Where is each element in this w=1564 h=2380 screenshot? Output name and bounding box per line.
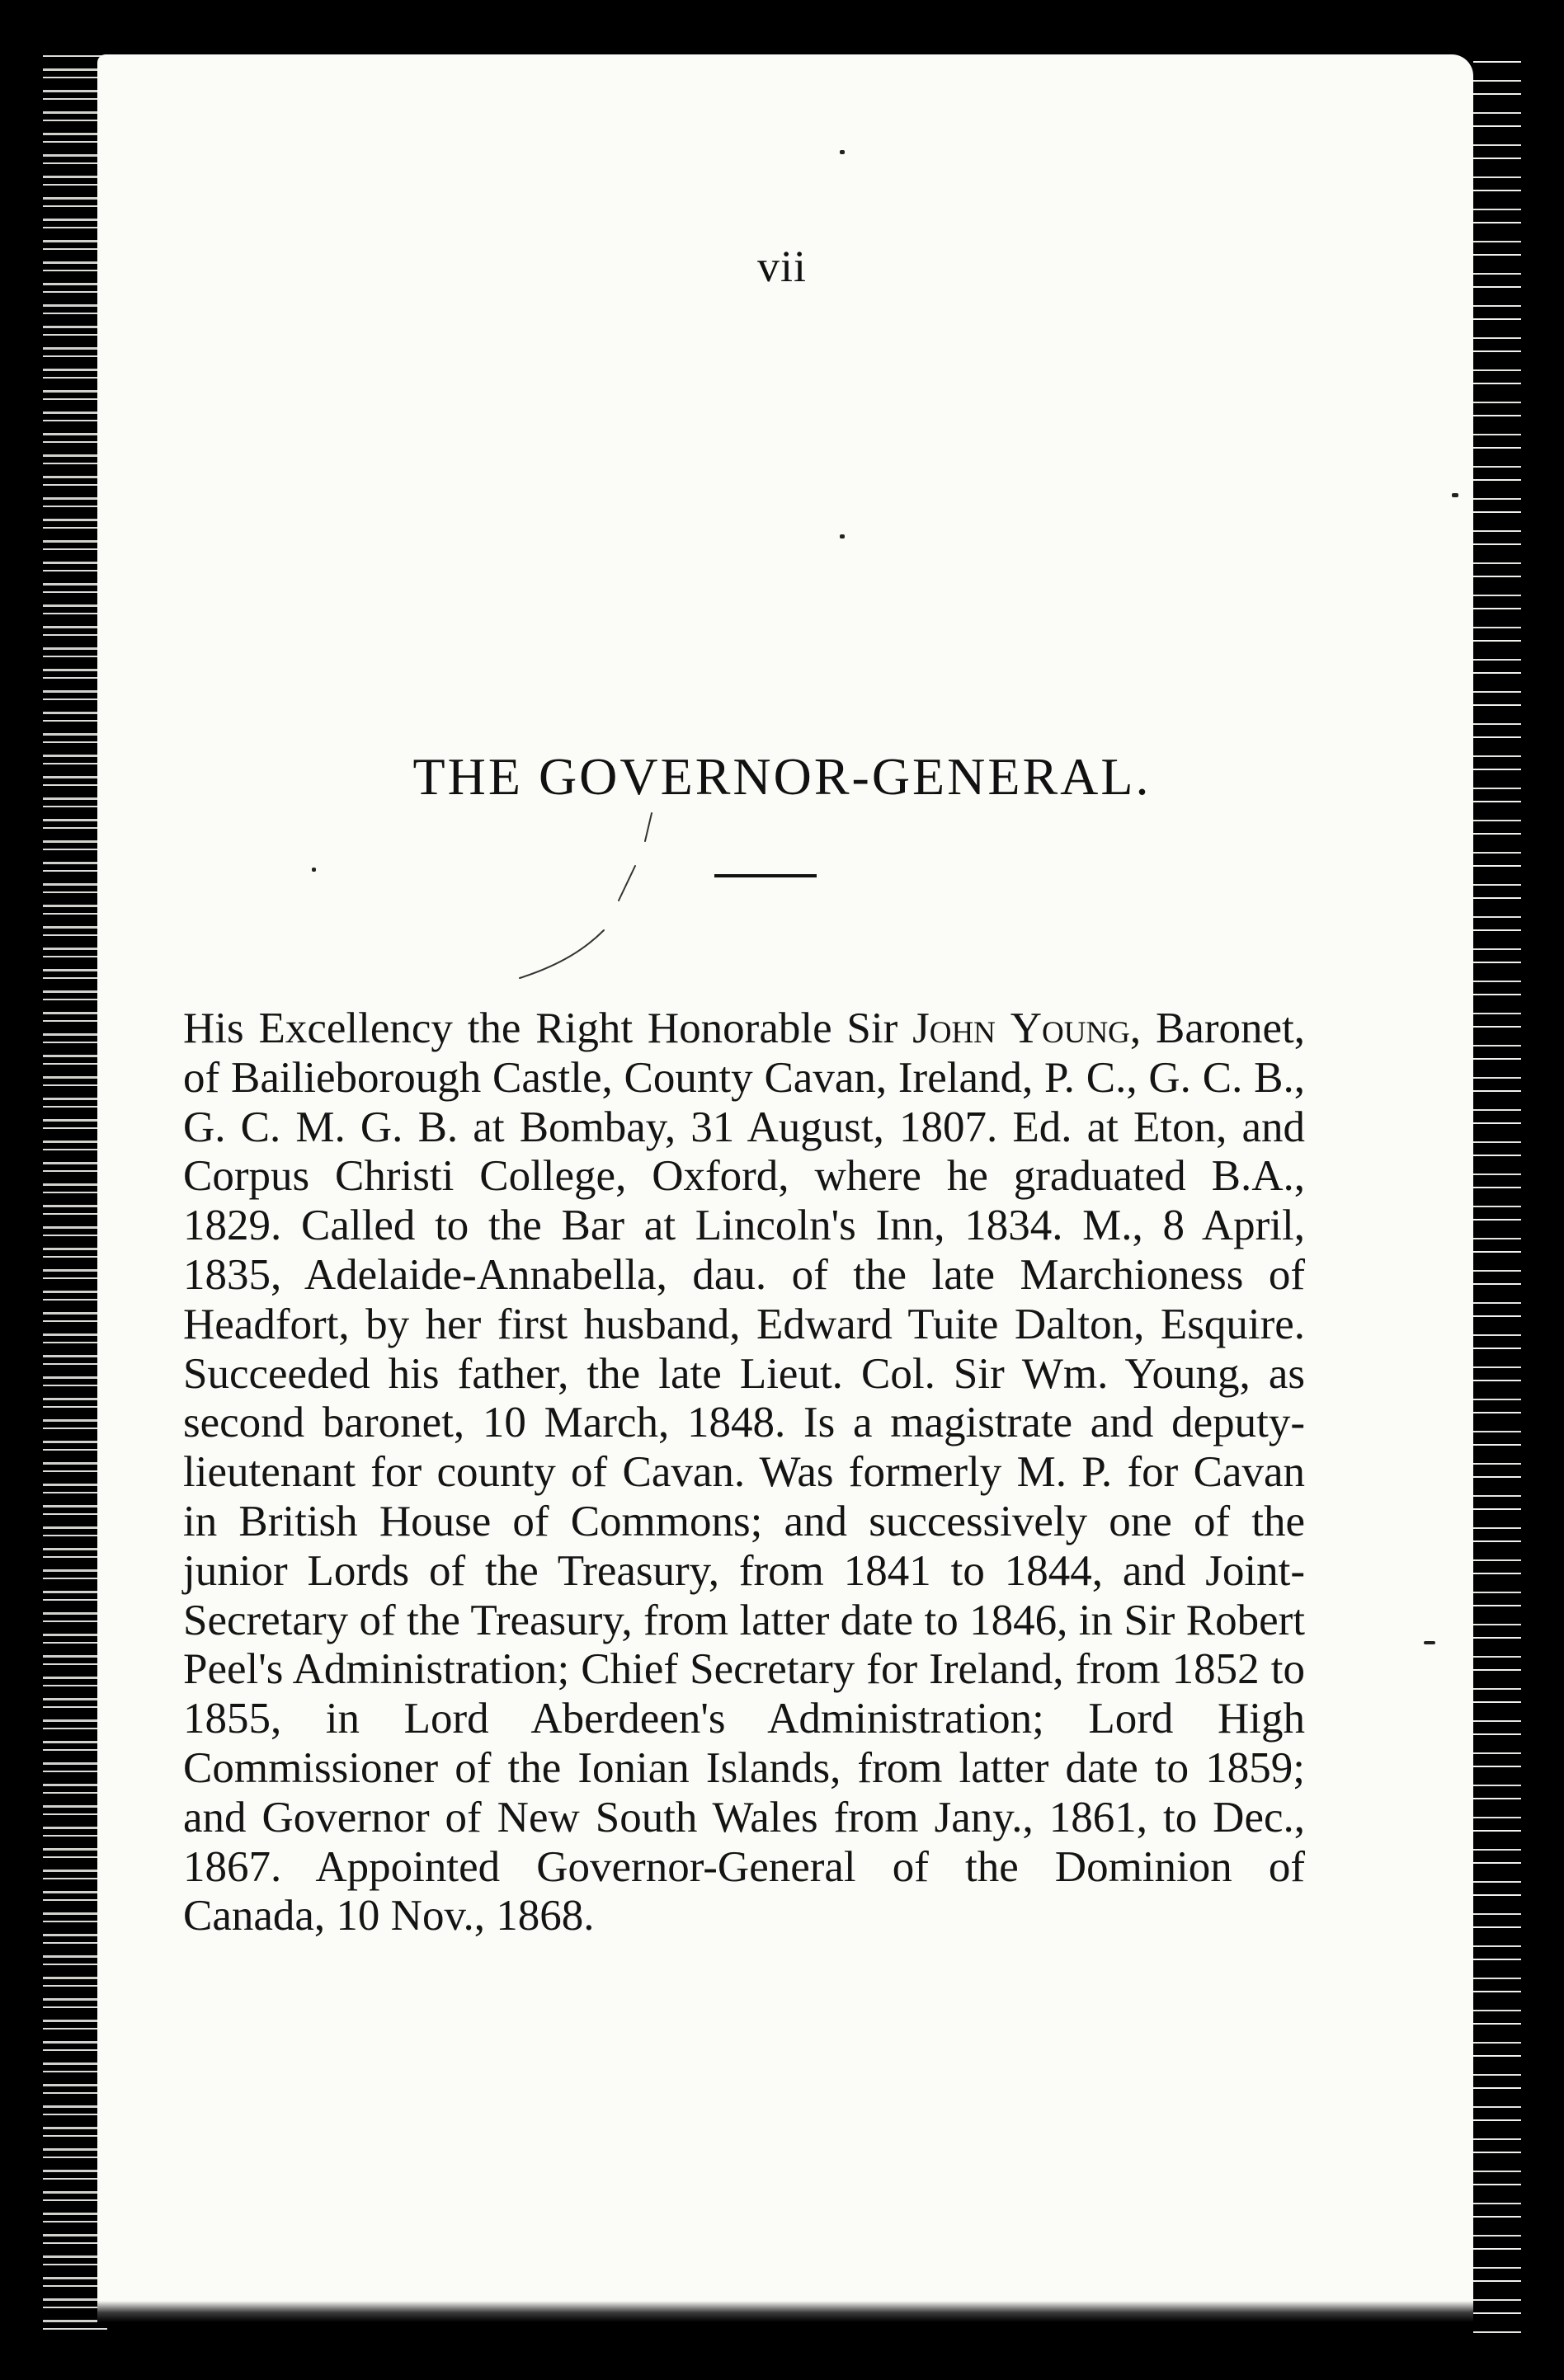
page-edge-bottom xyxy=(97,2301,1473,2322)
entry-lead: His Excellency the Right Honorable Sir xyxy=(183,1004,898,1052)
scan-speck xyxy=(1424,1641,1435,1644)
scan-speck xyxy=(1452,493,1458,497)
chapter-title: THE GOVERNOR-GENERAL. xyxy=(412,746,1152,806)
page-number: vii xyxy=(756,242,807,291)
entry-name-first: John xyxy=(912,1004,996,1052)
title-rule xyxy=(714,874,817,877)
entry-name-last: Young xyxy=(1010,1004,1130,1052)
page-edge-right xyxy=(1473,49,1521,2334)
scan-speck xyxy=(312,868,316,872)
scan-speck xyxy=(840,150,845,154)
entry-text: , Baronet, of Bailieborough Castle, County Cavan, Ireland, P. C., G. C. B., G. C. M. G. B. at Bombay, 31 August, 1807. Ed. at Eton, and Corpus Christi College, Oxford, where he graduated B.A., 1829. Called to the Bar at Lincoln's Inn, 1834. M., 8 April, 1835, Adelaide-Annabella, dau. of the late Marchioness of Headfort, by her first husband, Edward Tuite Dalton, Esquire. Succeeded his father, the late Lieut. Col. Sir Wm. Young, as second baronet, 10 March, 1848. Is a magistrate and deputy-lieutenant for county of Cavan. Was formerly M. P. for Cavan in British House of Commons; and successively one of the junior Lords of the Treasury, from 1841 to 1844, and Joint-Secretary of the Treasury, from latter date to 1846, in Sir Robert Peel's Administration; Chief Secretary for Ireland, from 1852 to 1855, in Lord Aberdeen's Administration; Lord High Commissioner of the Ionian Islands, from latter date to 1859; and Governor of New South Wales from Jany., 1861, to Dec., 1867. Appointed Governor-General of the Dominion of Canada, 10 Nov., 1868. xyxy=(183,1004,1305,1940)
biography-paragraph xyxy=(183,1004,1305,1941)
scan-speck xyxy=(840,534,845,539)
